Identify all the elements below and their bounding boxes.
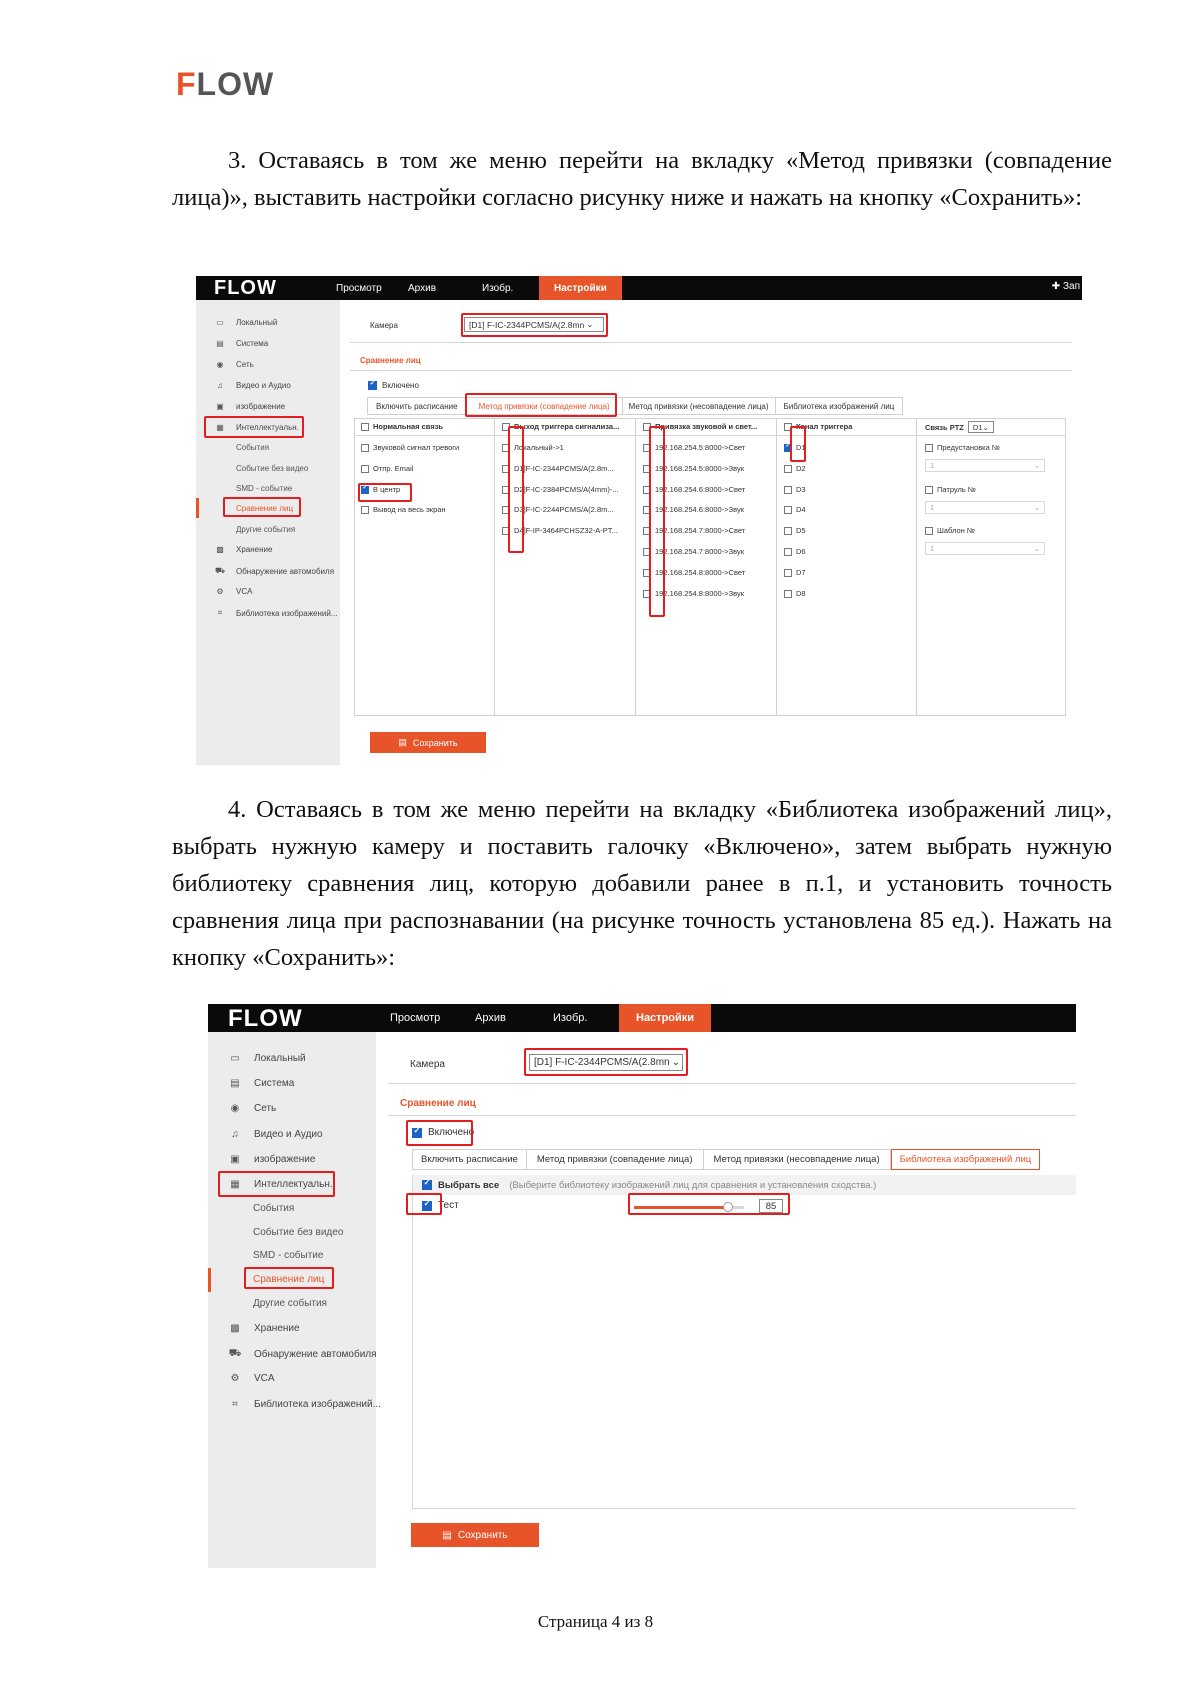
sidebar-item-video-audio[interactable]: ♫ Видео и Аудио bbox=[228, 1129, 323, 1140]
highlight-alarm-output-checks bbox=[508, 426, 524, 553]
check-sound-light[interactable]: 192.168.254.6:8000->Звук bbox=[643, 505, 744, 514]
highlight-camera bbox=[461, 313, 608, 337]
main-nav bbox=[390, 1004, 711, 1032]
tab-schedule[interactable]: Включить расписание bbox=[367, 397, 467, 415]
sidebar-item-other-events[interactable]: Другие события bbox=[253, 1298, 327, 1309]
check-sound-light[interactable]: 192.168.254.7:8000->Свет bbox=[643, 526, 745, 535]
enabled-checkbox[interactable]: ✓ Включено bbox=[412, 1127, 474, 1138]
patrol-select[interactable]: 1 ⌄ bbox=[925, 501, 1045, 514]
storage-icon: ▩ bbox=[216, 545, 224, 554]
check-channel[interactable]: D4 bbox=[784, 505, 806, 514]
check-sound-light[interactable]: 192.168.254.5:8000->Звук bbox=[643, 464, 744, 473]
sidebar-item-storage[interactable]: ▩ Хранение bbox=[214, 545, 272, 554]
header-normal-link[interactable]: Нормальная связь bbox=[361, 422, 443, 431]
check-alarm-output[interactable]: D4]F-IP-3464PCHSZ32-A-PT... bbox=[502, 526, 618, 535]
sidebar-item-image[interactable]: ▣ изображение bbox=[214, 402, 285, 411]
check-alarm-output[interactable]: Локальный->1 bbox=[502, 443, 564, 452]
sidebar-item-image[interactable]: ▣ изображение bbox=[228, 1154, 315, 1165]
sidebar-item-events[interactable]: События bbox=[253, 1203, 295, 1214]
tab-mismatch-method[interactable]: Метод привязки (несовпадение лица) bbox=[704, 1149, 891, 1170]
sidebar-item-local[interactable]: ▭ Локальный bbox=[228, 1053, 306, 1064]
save-button[interactable]: ▤ Сохранить bbox=[411, 1523, 539, 1547]
camera-label: Камера bbox=[410, 1059, 445, 1070]
vca-icon: ⚙ bbox=[230, 1373, 240, 1384]
check-sound-light[interactable]: 192.168.254.7:8000->Звук bbox=[643, 547, 744, 556]
camera-select[interactable]: [D1] F-IC-2344PCMS/A(2.8mn ⌄ bbox=[464, 317, 604, 332]
main-nav bbox=[336, 276, 622, 300]
highlight-face-compare bbox=[223, 497, 301, 517]
calendar-icon: ▦ bbox=[230, 1179, 240, 1190]
highlight-tab bbox=[465, 393, 617, 417]
library-list-panel bbox=[412, 1175, 1076, 1509]
sidebar-item-vca[interactable]: ⚙ VCA bbox=[228, 1373, 275, 1384]
monitor-icon: ▭ bbox=[216, 318, 224, 327]
chevron-down-icon: ⌄ bbox=[1033, 461, 1040, 470]
sidebar-item-vca[interactable]: ⚙ VCA bbox=[214, 587, 252, 596]
video-audio-icon: ♫ bbox=[231, 1129, 239, 1140]
sidebar-item-smd-event[interactable]: SMD - событие bbox=[236, 484, 293, 493]
sidebar-item-face-library[interactable]: ⌗ Библиотека изображений... bbox=[214, 608, 338, 618]
library-item[interactable]: ✓ Тест bbox=[422, 1200, 459, 1211]
check-patrol[interactable]: Патруль № bbox=[925, 485, 976, 494]
check-channel[interactable]: D6 bbox=[784, 547, 806, 556]
header-trigger-channel[interactable]: Канал триггера bbox=[784, 422, 852, 431]
nav-archive[interactable]: Архив bbox=[475, 1012, 506, 1024]
nav-archive[interactable]: Архив bbox=[408, 282, 437, 294]
camera-select[interactable]: [D1] F-IC-2344PCMS/A(2.8mn ⌄ bbox=[529, 1054, 683, 1071]
highlight-camera bbox=[524, 1048, 688, 1076]
sidebar-item-no-video-event[interactable]: Событие без видео bbox=[253, 1227, 344, 1238]
select-hint: (Выберите библиотеку изображений лиц для сравнения и установления сходства.) bbox=[509, 1179, 877, 1191]
image-icon: ▣ bbox=[230, 1154, 240, 1165]
sidebar-item-face-compare[interactable]: Сравнение лиц bbox=[253, 1274, 325, 1285]
highlight-accuracy bbox=[628, 1193, 790, 1215]
chevron-down-icon: ⌄ bbox=[1033, 503, 1040, 512]
header-ptz: Связь PTZ D1 ⌄ bbox=[925, 421, 994, 433]
highlight-channel-d1 bbox=[790, 426, 806, 462]
sidebar-item-intelligent[interactable]: ▦ Интеллектуальн. bbox=[214, 423, 299, 432]
check-sound-light[interactable]: 192.168.254.8:8000->Свет bbox=[643, 568, 745, 577]
select-all-label: Выбрать все bbox=[438, 1179, 500, 1191]
check-sound-light[interactable]: 192.168.254.6:8000->Свет bbox=[643, 485, 745, 494]
storage-icon: ▩ bbox=[230, 1323, 240, 1334]
check-full-screen[interactable]: Вывод на весь экран bbox=[361, 505, 446, 514]
check-email[interactable]: Отпр. Email bbox=[361, 464, 413, 473]
user-icon: ✚ bbox=[1051, 281, 1061, 292]
sidebar-item-vehicle[interactable]: ⛟ Обнаружение автомобиля bbox=[228, 1348, 377, 1360]
sidebar-item-system[interactable]: ▤ Система bbox=[228, 1078, 294, 1089]
paragraph-step-4: 4. Оставаясь в том же меню перейти на вкладку «Библиотека изображений лиц», выбрать нужную камеру и поставить галочку «Включено», затем выбрать нужную библиотеку сравнения лиц, которую добавили ранее в п.1, и установить точность сравнения лица при распознавании (на рисунке точность установлена 85 ед.). Нажать на кнопку «Сохранить»: bbox=[172, 796, 1112, 971]
tab-match-method[interactable]: Метод привязки (совпадение лица) bbox=[527, 1149, 704, 1170]
highlight-sound-light-checks bbox=[649, 426, 665, 617]
calendar-icon: ▦ bbox=[216, 423, 224, 432]
car-icon: ⛟ bbox=[228, 1348, 242, 1359]
sidebar-item-storage[interactable]: ▩ Хранение bbox=[228, 1323, 300, 1334]
sidebar-item-network[interactable]: ◉ Сеть bbox=[214, 360, 254, 369]
check-alarm-output[interactable]: D3]F-IC-2244PCMS/A(2.8m... bbox=[502, 505, 614, 514]
nav-settings[interactable]: Настройки bbox=[539, 276, 622, 300]
section-title: Сравнение лиц bbox=[400, 1098, 476, 1109]
highlight-library bbox=[406, 1193, 442, 1215]
top-nav-bar bbox=[196, 276, 1082, 300]
chevron-down-icon: ⌄ bbox=[671, 1057, 680, 1068]
nav-live[interactable]: Просмотр bbox=[390, 1012, 441, 1024]
tab-bar bbox=[412, 1149, 1040, 1170]
divider bbox=[350, 370, 1072, 371]
highlight-intelligent bbox=[204, 416, 304, 438]
check-channel-d1[interactable]: ✓ D1 bbox=[784, 443, 806, 452]
check-preset[interactable]: Предустановка № bbox=[925, 443, 1000, 452]
header-divider bbox=[355, 435, 1065, 436]
system-icon: ▤ bbox=[230, 1078, 240, 1089]
nav-image[interactable]: Изобр. bbox=[553, 1012, 588, 1024]
preset-select[interactable]: 1 ⌄ bbox=[925, 459, 1045, 472]
chevron-down-icon: ⌄ bbox=[586, 319, 594, 329]
tab-schedule[interactable]: Включить расписание bbox=[412, 1149, 527, 1170]
camera-label: Камера bbox=[370, 321, 398, 330]
section-title: Сравнение лиц bbox=[360, 356, 421, 365]
save-button[interactable]: ▤ Сохранить bbox=[370, 732, 486, 753]
system-icon: ▤ bbox=[216, 339, 224, 348]
check-channel[interactable]: D8 bbox=[784, 589, 806, 598]
paragraph-step-3: 3. Оставаясь в том же меню перейти на вкладку «Метод привязки (совпадение лица)», выставить настройки согласно рисунку ниже и нажать на кнопку «Сохранить»: bbox=[172, 147, 1112, 211]
check-channel[interactable]: D7 bbox=[784, 568, 806, 577]
car-icon: ⛟ bbox=[214, 566, 226, 575]
highlight-enabled bbox=[406, 1120, 473, 1146]
logout-link[interactable]: ✚ Зап bbox=[1051, 281, 1080, 292]
divider bbox=[350, 342, 1072, 343]
library-list-header bbox=[413, 1175, 1076, 1195]
sidebar-item-intelligent[interactable]: ▦ Интеллектуальн. bbox=[228, 1179, 333, 1190]
sidebar-item-smd-event[interactable]: SMD - событие bbox=[253, 1250, 324, 1261]
save-icon: ▤ bbox=[398, 737, 407, 747]
screenshot-face-library bbox=[208, 1004, 1076, 1568]
tab-bar bbox=[367, 397, 903, 415]
nav-image[interactable]: Изобр. bbox=[482, 282, 514, 294]
sidebar-item-system[interactable]: ▤ Система bbox=[214, 339, 268, 348]
ptz-channel-select[interactable]: D1 ⌄ bbox=[968, 421, 994, 433]
divider bbox=[388, 1083, 1076, 1084]
check-to-center[interactable]: ✓ В центр bbox=[361, 485, 400, 494]
enabled-checkbox[interactable]: ✓ Включено bbox=[368, 381, 419, 390]
sidebar-item-local[interactable]: ▭ Локальный bbox=[214, 318, 277, 327]
select-all-checkbox[interactable] bbox=[422, 1180, 432, 1190]
check-alarm-output[interactable]: D1]F-IC-2344PCMS/A(2.8m... bbox=[502, 464, 614, 473]
check-pattern[interactable]: Шаблон № bbox=[925, 526, 975, 535]
tab-mismatch-method[interactable]: Метод привязки (несовпадение лица) bbox=[623, 397, 776, 415]
check-channel[interactable]: D2 bbox=[784, 464, 806, 473]
save-icon: ▤ bbox=[442, 1529, 452, 1541]
check-audio-alarm[interactable]: Звуковой сигнал тревоги bbox=[361, 443, 459, 452]
sidebar-item-face-library[interactable]: ⌗ Библиотека изображений... bbox=[228, 1399, 381, 1410]
tab-match-method[interactable]: Метод привязки (совпадение лица) bbox=[467, 397, 623, 415]
active-indicator bbox=[208, 1268, 211, 1292]
brand-logo: FLOW bbox=[228, 1005, 303, 1032]
sidebar bbox=[208, 1032, 381, 1568]
check-sound-light[interactable]: 192.168.254.8:8000->Звук bbox=[643, 589, 744, 598]
monitor-icon: ▭ bbox=[230, 1053, 240, 1064]
vca-icon: ⚙ bbox=[216, 587, 224, 596]
flow-logo: FLOW bbox=[176, 66, 275, 102]
chevron-down-icon: ⌄ bbox=[1033, 544, 1040, 553]
linkage-grid bbox=[354, 418, 1066, 716]
highlight-intelligent bbox=[218, 1171, 335, 1197]
sidebar-item-other-events[interactable]: Другие события bbox=[236, 525, 296, 534]
highlight-to-center bbox=[358, 483, 412, 502]
check-sound-light[interactable]: 192.168.254.5:8000->Свет bbox=[643, 443, 745, 452]
active-indicator bbox=[196, 498, 199, 518]
sidebar-item-network[interactable]: ◉ Сеть bbox=[228, 1103, 276, 1114]
screenshot-match-method bbox=[196, 276, 1082, 765]
tab-face-library[interactable]: Библиотека изображений лиц bbox=[891, 1149, 1041, 1170]
accuracy-input[interactable]: 85 bbox=[759, 1199, 783, 1213]
divider bbox=[388, 1115, 1076, 1116]
nav-live[interactable]: Просмотр bbox=[336, 282, 382, 294]
header-sound-light[interactable]: Привязка звуковой и свет... bbox=[643, 422, 757, 431]
image-icon: ▣ bbox=[216, 402, 224, 411]
header-alarm-output[interactable]: Выход триггера сигнализа... bbox=[502, 422, 619, 431]
pattern-select[interactable]: 1 ⌄ bbox=[925, 542, 1045, 555]
check-channel[interactable]: D3 bbox=[784, 485, 806, 494]
check-alarm-output[interactable]: D2]F-IC-2384PCMS/A(4mm)-... bbox=[502, 485, 619, 494]
sidebar-item-face-compare[interactable]: Сравнение лиц bbox=[236, 504, 294, 513]
check-channel[interactable]: D5 bbox=[784, 526, 806, 535]
page-footer: Страница 4 из 8 bbox=[537, 1612, 654, 1631]
network-icon: ◉ bbox=[216, 360, 224, 369]
highlight-face-compare bbox=[244, 1267, 334, 1289]
brand-logo: FLOW bbox=[214, 277, 277, 299]
nav-settings[interactable]: Настройки bbox=[619, 1004, 711, 1032]
top-nav-bar bbox=[208, 1004, 1076, 1032]
sidebar-item-vehicle[interactable]: ⛟ Обнаружение автомобиля bbox=[214, 566, 335, 576]
sidebar-item-video-audio[interactable]: ♫ Видео и Аудио bbox=[214, 381, 291, 390]
face-library-icon: ⌗ bbox=[232, 1399, 238, 1410]
sidebar-item-no-video-event[interactable]: Событие без видео bbox=[236, 464, 309, 473]
sidebar-item-events[interactable]: События bbox=[236, 443, 270, 452]
sidebar bbox=[196, 300, 340, 765]
video-audio-icon: ♫ bbox=[217, 381, 223, 390]
face-library-icon: ⌗ bbox=[217, 608, 223, 617]
network-icon: ◉ bbox=[230, 1103, 240, 1114]
tab-face-library[interactable]: Библиотека изображений лиц bbox=[776, 397, 904, 415]
